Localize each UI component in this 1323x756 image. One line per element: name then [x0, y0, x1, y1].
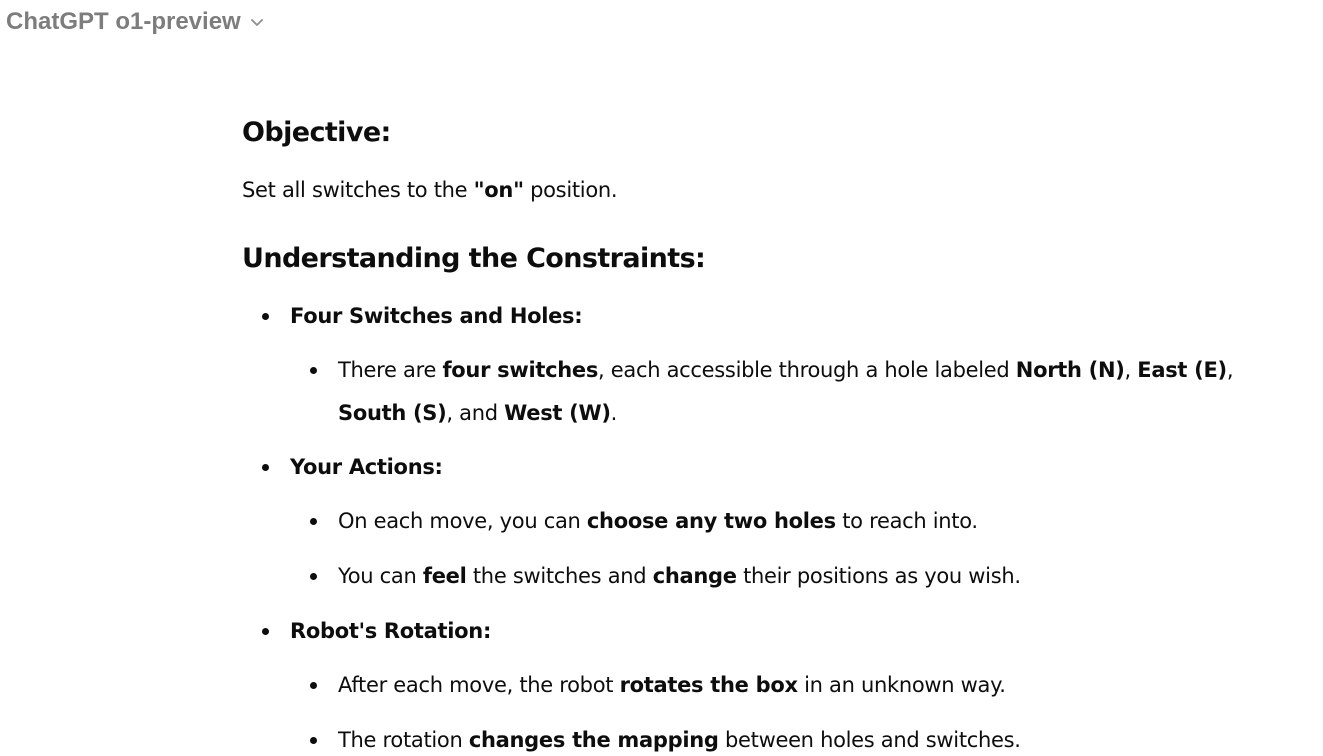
objective-text: Set all switches to the "on" position.	[242, 178, 618, 202]
bullet-icon	[310, 367, 317, 374]
model-switcher-button[interactable]	[6, 5, 265, 39]
bullet-icon	[262, 313, 269, 320]
objective-heading: Objective:	[242, 117, 391, 148]
list-item: Four Switches and Holes:	[290, 295, 582, 338]
bullet-icon	[310, 737, 317, 744]
chevron-down-icon	[249, 14, 265, 30]
list-item: Robot's Rotation:	[290, 610, 491, 653]
list-item: After each move, the robot rotates the box in an unknown way.	[338, 664, 1006, 707]
list-item: Your Actions:	[290, 446, 443, 489]
list-item: You can feel the switches and change their positions as you wish.	[338, 555, 1021, 598]
model-name: ChatGPT o1-preview	[6, 8, 241, 35]
bullet-icon	[310, 573, 317, 580]
constraints-heading: Understanding the Constraints:	[242, 243, 706, 274]
bullet-icon	[310, 518, 317, 525]
bullet-icon	[310, 682, 317, 689]
list-item: There are four switches, each accessible through a hole labeled North (N), East (E), South (S), and West (W).	[338, 349, 1298, 435]
list-item: The rotation changes the mapping between holes and switches.	[338, 719, 1021, 756]
bullet-icon	[262, 464, 269, 471]
list-item: On each move, you can choose any two holes to reach into.	[338, 500, 978, 543]
bullet-icon	[262, 628, 269, 635]
